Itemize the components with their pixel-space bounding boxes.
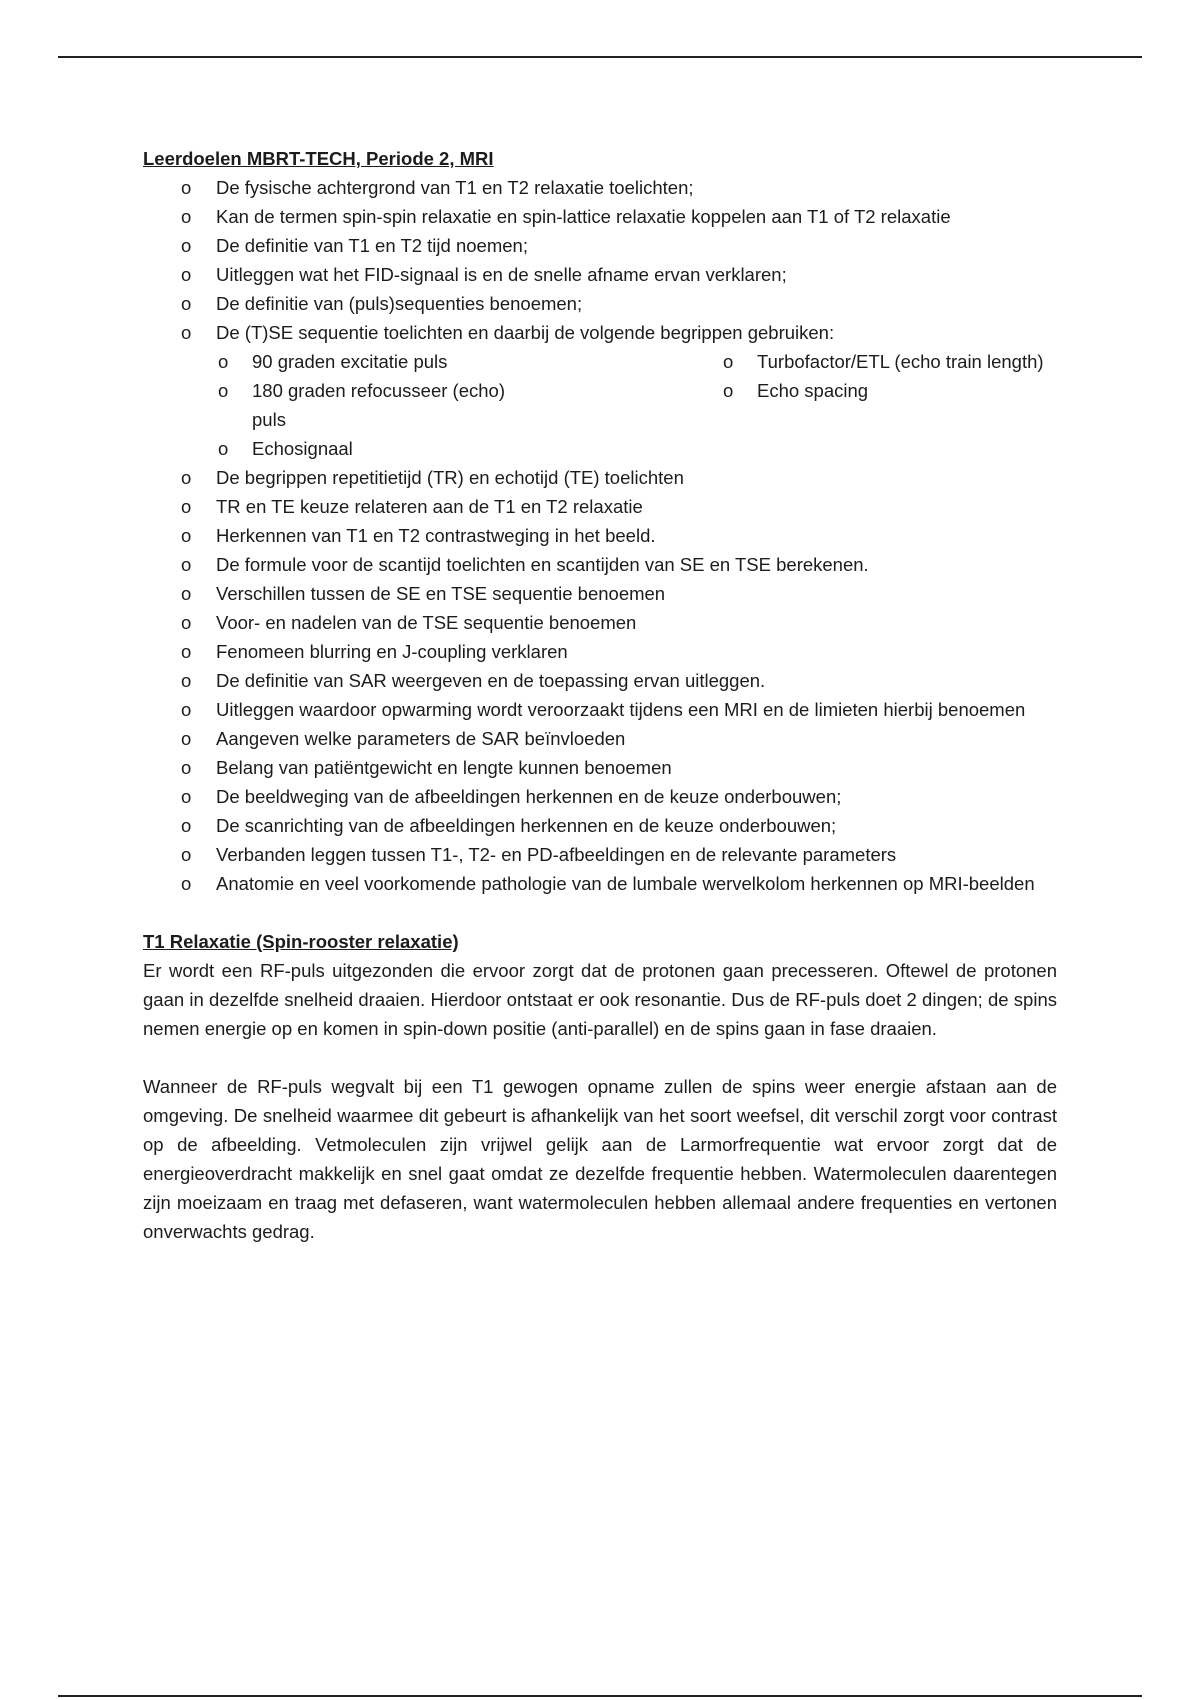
bullet-icon: o — [218, 438, 229, 459]
sublist-item: o 90 graden excitatie puls — [216, 347, 506, 376]
bullet-icon: o — [181, 612, 192, 633]
spacer — [143, 898, 1057, 927]
list-item: o Herkennen van T1 en T2 contrastweging in het beeld. — [143, 521, 1057, 550]
objectives-list-continued — [143, 463, 1057, 898]
bullet-icon: o — [181, 235, 192, 256]
sublist-item: o Echosignaal — [216, 434, 506, 463]
sublist-item: o Turbofactor/ETL (echo train length) — [721, 347, 1057, 376]
bullet-icon: o — [181, 786, 192, 807]
list-item: o De definitie van SAR weergeven en de toepassing ervan uitleggen. — [143, 666, 1057, 695]
paragraph-2: Wanneer de RF-puls wegvalt bij een T1 gewogen opname zullen de spins weer energie afstaan aan de omgeving. De snelheid waarmee dit gebeurt is afhankelijk van het soort weefsel, dit verschil zorgt voor contrast op de afbeelding. Vetmoleculen zijn vrijwel gelijk aan de Larmorfrequentie wat ervoor zorgt dat de energieoverdracht makkelijk en snel gaat omdat ze dezelfde frequentie hebben. Watermoleculen daarentegen zijn moeizaam en traag met defaseren, want watermoleculen hebben allemaal andere frequenties en vertonen onverwachts gedrag. — [143, 1076, 1057, 1242]
bullet-icon: o — [181, 264, 192, 285]
bullet-icon: o — [218, 351, 229, 372]
section-heading-t1-relaxatie: T1 Relaxatie (Spin-rooster relaxatie) — [143, 931, 459, 952]
bullet-icon: o — [181, 177, 192, 198]
list-item: o TR en TE keuze relateren aan de T1 en T2 relaxatie — [143, 492, 1057, 521]
list-item: o De scanrichting van de afbeeldingen herkennen en de keuze onderbouwen; — [143, 811, 1057, 840]
sublist-left-column — [216, 347, 506, 463]
list-item: o Verschillen tussen de SE en TSE sequentie benoemen — [143, 579, 1057, 608]
sublist-two-columns — [143, 347, 1057, 463]
list-item: o Uitleggen wat het FID-signaal is en de snelle afname ervan verklaren; — [143, 260, 1057, 289]
list-item: o De formule voor de scantijd toelichten en scantijden van SE en TSE berekenen. — [143, 550, 1057, 579]
bullet-icon: o — [723, 351, 734, 372]
bullet-icon: o — [181, 554, 192, 575]
header-rule — [58, 56, 1142, 58]
bullet-icon: o — [181, 844, 192, 865]
list-item: o De definitie van (puls)sequenties benoemen; — [143, 289, 1057, 318]
list-item: o Voor- en nadelen van de TSE sequentie benoemen — [143, 608, 1057, 637]
list-item: o De begrippen repetitietijd (TR) en echotijd (TE) toelichten — [143, 463, 1057, 492]
list-item: o De beeldweging van de afbeeldingen herkennen en de keuze onderbouwen; — [143, 782, 1057, 811]
footer-rule — [58, 1695, 1142, 1697]
list-item: o Kan de termen spin-spin relaxatie en spin-lattice relaxatie koppelen aan T1 of T2 relaxatie — [143, 202, 1057, 231]
list-item: o De (T)SE sequentie toelichten en daarbij de volgende begrippen gebruiken: — [143, 318, 1057, 347]
bullet-icon: o — [181, 525, 192, 546]
bullet-icon: o — [181, 815, 192, 836]
bullet-icon: o — [181, 728, 192, 749]
bullet-icon: o — [181, 322, 192, 343]
bullet-icon: o — [723, 380, 734, 401]
list-item: o Verbanden leggen tussen T1-, T2- en PD-afbeeldingen en de relevante parameters — [143, 840, 1057, 869]
paragraph-1: Er wordt een RF-puls uitgezonden die ervoor zorgt dat de protonen gaan precesseren. Oftewel de protonen gaan in dezelfde snelheid draaien. Hierdoor ontstaat er ook resonantie. Dus de RF-puls doet 2 dingen; de spins nemen energie op en komen in spin-down positie (anti-parallel) en de spins gaan in fase draaien. — [143, 960, 1057, 1039]
bullet-icon: o — [181, 699, 192, 720]
sublist-item: o Echo spacing — [721, 376, 1057, 405]
bullet-icon: o — [181, 583, 192, 604]
list-item: o Uitleggen waardoor opwarming wordt veroorzaakt tijdens een MRI en de limieten hierbij benoemen — [143, 695, 1057, 724]
bullet-icon: o — [181, 873, 192, 894]
bullet-icon: o — [181, 467, 192, 488]
bullet-icon: o — [181, 670, 192, 691]
list-item: o Anatomie en veel voorkomende pathologie van de lumbale wervelkolom herkennen op MRI-beelden — [143, 869, 1057, 898]
list-item: o Fenomeen blurring en J-coupling verklaren — [143, 637, 1057, 666]
bullet-icon: o — [181, 496, 192, 517]
list-item: o De fysische achtergrond van T1 en T2 relaxatie toelichten; — [143, 173, 1057, 202]
document-body — [143, 144, 1057, 1246]
sublist-right-column — [721, 347, 1057, 463]
list-item: o De definitie van T1 en T2 tijd noemen; — [143, 231, 1057, 260]
bullet-icon: o — [181, 641, 192, 662]
bullet-icon: o — [218, 380, 229, 401]
list-item: o Belang van patiëntgewicht en lengte kunnen benoemen — [143, 753, 1057, 782]
section-heading-leerdoelen: Leerdoelen MBRT-TECH, Periode 2, MRI — [143, 148, 494, 169]
bullet-icon: o — [181, 206, 192, 227]
objectives-list — [143, 173, 1057, 347]
spacer — [143, 1043, 1057, 1072]
list-item: o Aangeven welke parameters de SAR beïnvloeden — [143, 724, 1057, 753]
bullet-icon: o — [181, 757, 192, 778]
sublist-item: o 180 graden refocusseer (echo) puls — [216, 376, 506, 434]
bullet-icon: o — [181, 293, 192, 314]
